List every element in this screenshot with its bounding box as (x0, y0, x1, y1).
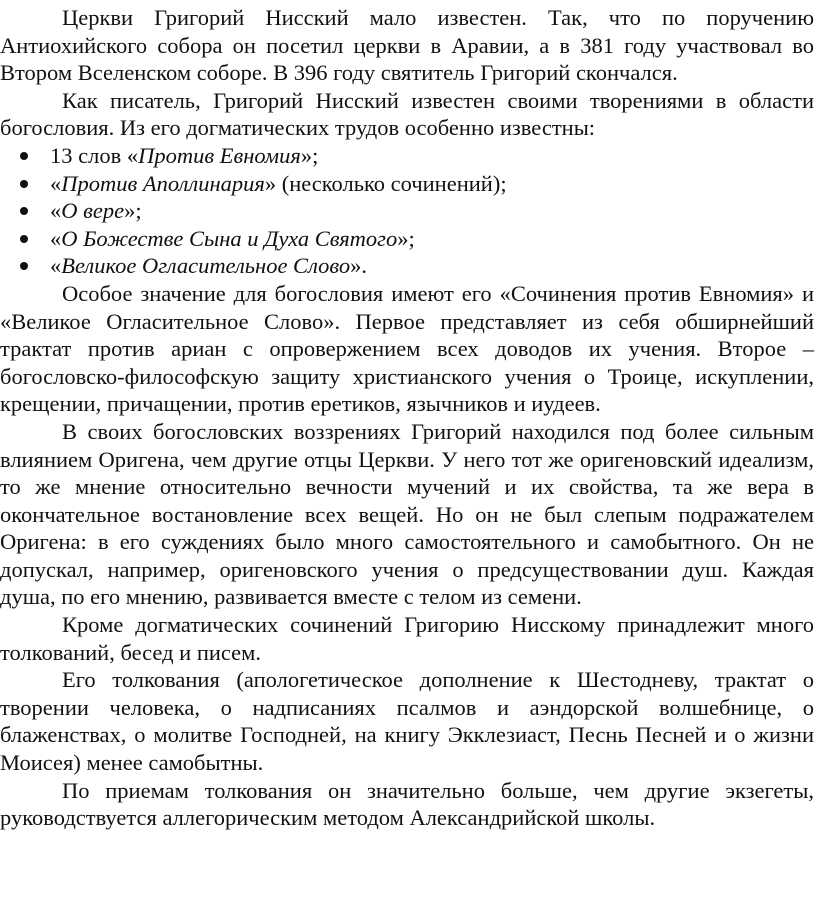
work-title: Против Аполлинария (61, 170, 265, 196)
paragraph-writer-intro: Как писатель, Григорий Нисский известен своими творениями в области богословия. Из его догматических трудов особенно известны: (0, 87, 814, 141)
work-title: Против Евномия (138, 142, 301, 168)
list-item: «Великое Огласительное Слово». (0, 252, 814, 280)
paragraph-exegesis-method: По приемам толкования он значительно больше, чем другие экзегеты, руководствуется аллегорическим методом Александрийской школы. (0, 777, 814, 831)
work-title: О Божестве Сына и Духа Святого (61, 225, 398, 251)
work-title: О вере (61, 198, 125, 224)
paragraph-commentaries: Его толкования (апологетическое дополнение к Шестодневу, трактат о творении человека, о надписаниях псалмов и аэндорской волшебнице, о блаженствах, о молитве Господней, на книгу Экклезиаст, Песнь Песней и о жизни Моисея) менее самобытны. (0, 667, 814, 776)
paragraph-gregory-biography: Церкви Григорий Нисский мало известен. Так, что по поручению Антиохийского собора он посетил церкви в Аравии, а в 381 году участвовал во Втором Вселенском соборе. В 396 году святитель Григорий скончался. (0, 5, 814, 86)
list-item: 13 слов «Против Евномия»; (0, 142, 814, 170)
bullet-icon (20, 152, 28, 160)
paragraph-other-writings: Кроме догматических сочинений Григорию Нисскому принадлежит много толкований, бесед и писем. (0, 612, 814, 665)
paragraph-origen-influence: В своих богословских воззрениях Григорий находился под более сильным влиянием Оригена, чем другие отцы Церкви. У него тот же оригеновский идеализм, то же мнение относительно вечности мучений и их свойства, та же вера в окончательное востановление всех вещей. Но он не был слепым подражателем Оригена: в его суждениях было много самостоятельного и самобытного. Он не допускал, например, оригеновского учения о предсуществовании душ. Каждая душа, по его мнению, развивается вместе с телом из семени. (0, 418, 814, 610)
list-item: «Против Аполлинария» (несколько сочинений); (0, 170, 814, 198)
list-item: «О Божестве Сына и Духа Святого»; (0, 225, 814, 253)
list-item: «О вере»; (0, 197, 814, 225)
work-title: Великое Огласительное Слово (61, 253, 351, 279)
bullet-icon (20, 235, 28, 243)
bullet-icon (20, 180, 28, 188)
paragraph-significance: Особое значение для богословия имеют его «Сочинения против Евномия» и «Великое Огласительное Слово». Первое представляет из себя обширнейший трактат против ариан с опровержением всех доводов их учения. Второе – богословско-философскую защиту христианского учения о Троице, искуплении, крещении, причащении, против еретиков, язычников и иудеев. (0, 280, 814, 417)
dogmatic-works-list (0, 142, 814, 280)
bullet-icon (20, 207, 28, 215)
bullet-icon (20, 262, 28, 270)
